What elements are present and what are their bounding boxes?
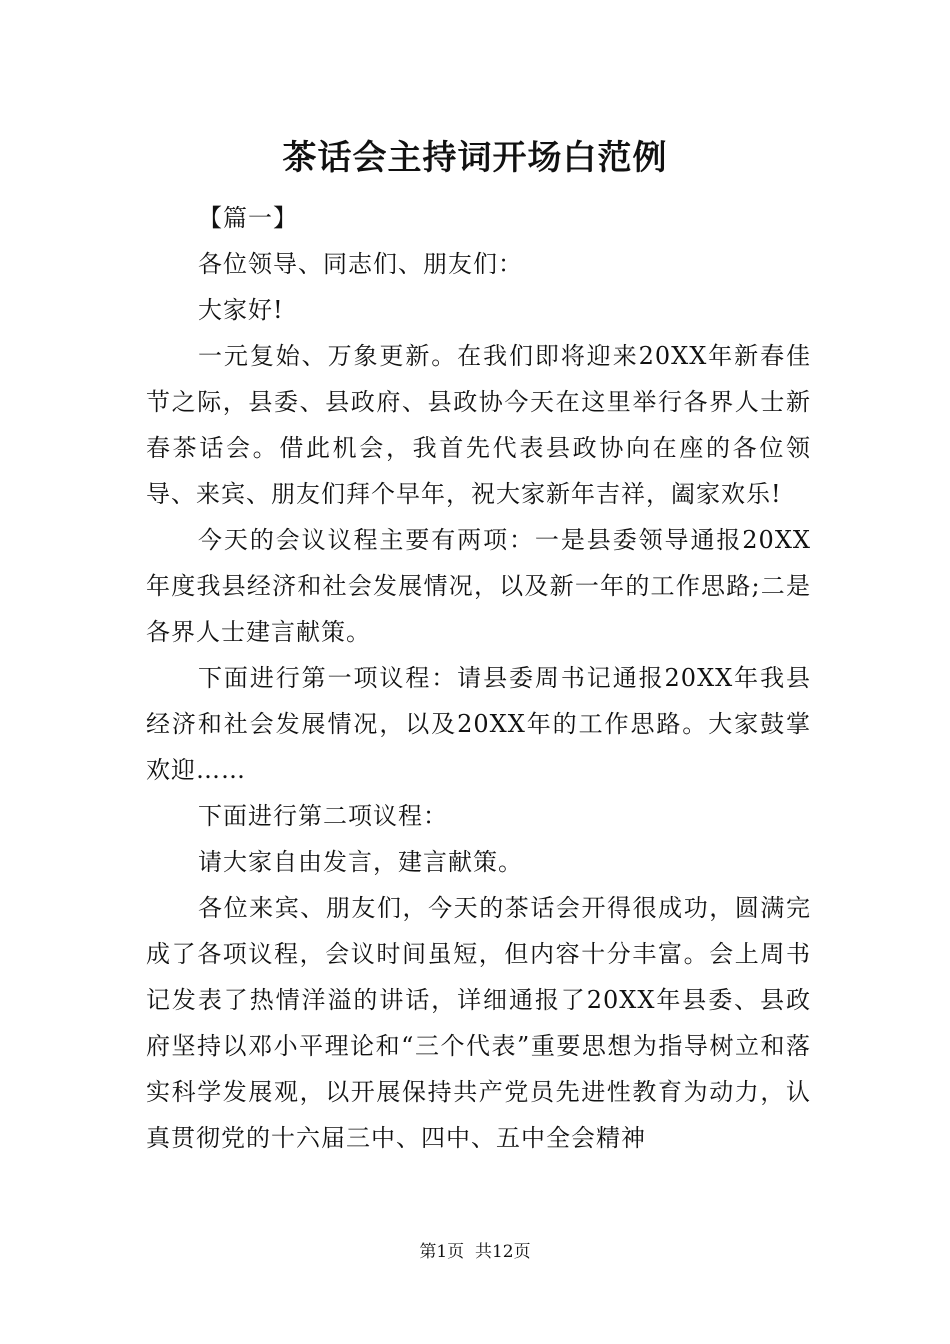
document-title: 茶话会主持词开场白范例: [282, 138, 668, 178]
page-number: 第1页 共12页: [419, 1242, 531, 1262]
greeting: 大家好!: [198, 296, 284, 324]
salutation: 各位领导、同志们、朋友们：: [198, 250, 523, 278]
body-paragraph: 各位来宾、朋友们，今天的茶话会开得很成功，圆满完成了各项议程，会议时间虽短，但内容十分丰富。会上周书记发表了热情洋溢的讲话，详细通报了20XX年县委、县政府坚持以邓小平理论和“三个代表”重要思想为指导树立和落实科学发展观，以开展保持共产党员先进性教育为动力，认真贯彻党的十六届三中、四中、五中全会精神: [146, 894, 811, 1152]
body-paragraph: 今天的会议议程主要有两项：一是县委领导通报20XX年度我县经济和社会发展情况，以及新一年的工作思路;二是各界人士建言献策。: [146, 526, 811, 646]
body-paragraph: 一元复始、万象更新。在我们即将迎来20XX年新春佳节之际，县委、县政府、县政协今天在这里举行各界人士新春茶话会。借此机会，我首先代表县政协向在座的各位领导、来宾、朋友们拜个早年，祝大家新年吉祥，阖家欢乐!: [146, 342, 811, 508]
document-body: [146, 195, 811, 1161]
body-paragraph: 请大家自由发言，建言献策。: [198, 848, 523, 876]
body-paragraph: 下面进行第一项议程：请县委周书记通报20XX年我县经济和社会发展情况，以及20XX年的工作思路。大家鼓掌欢迎……: [146, 664, 811, 784]
section-heading: 【篇一】: [198, 204, 298, 232]
body-paragraph: 下面进行第二项议程：: [198, 802, 448, 830]
